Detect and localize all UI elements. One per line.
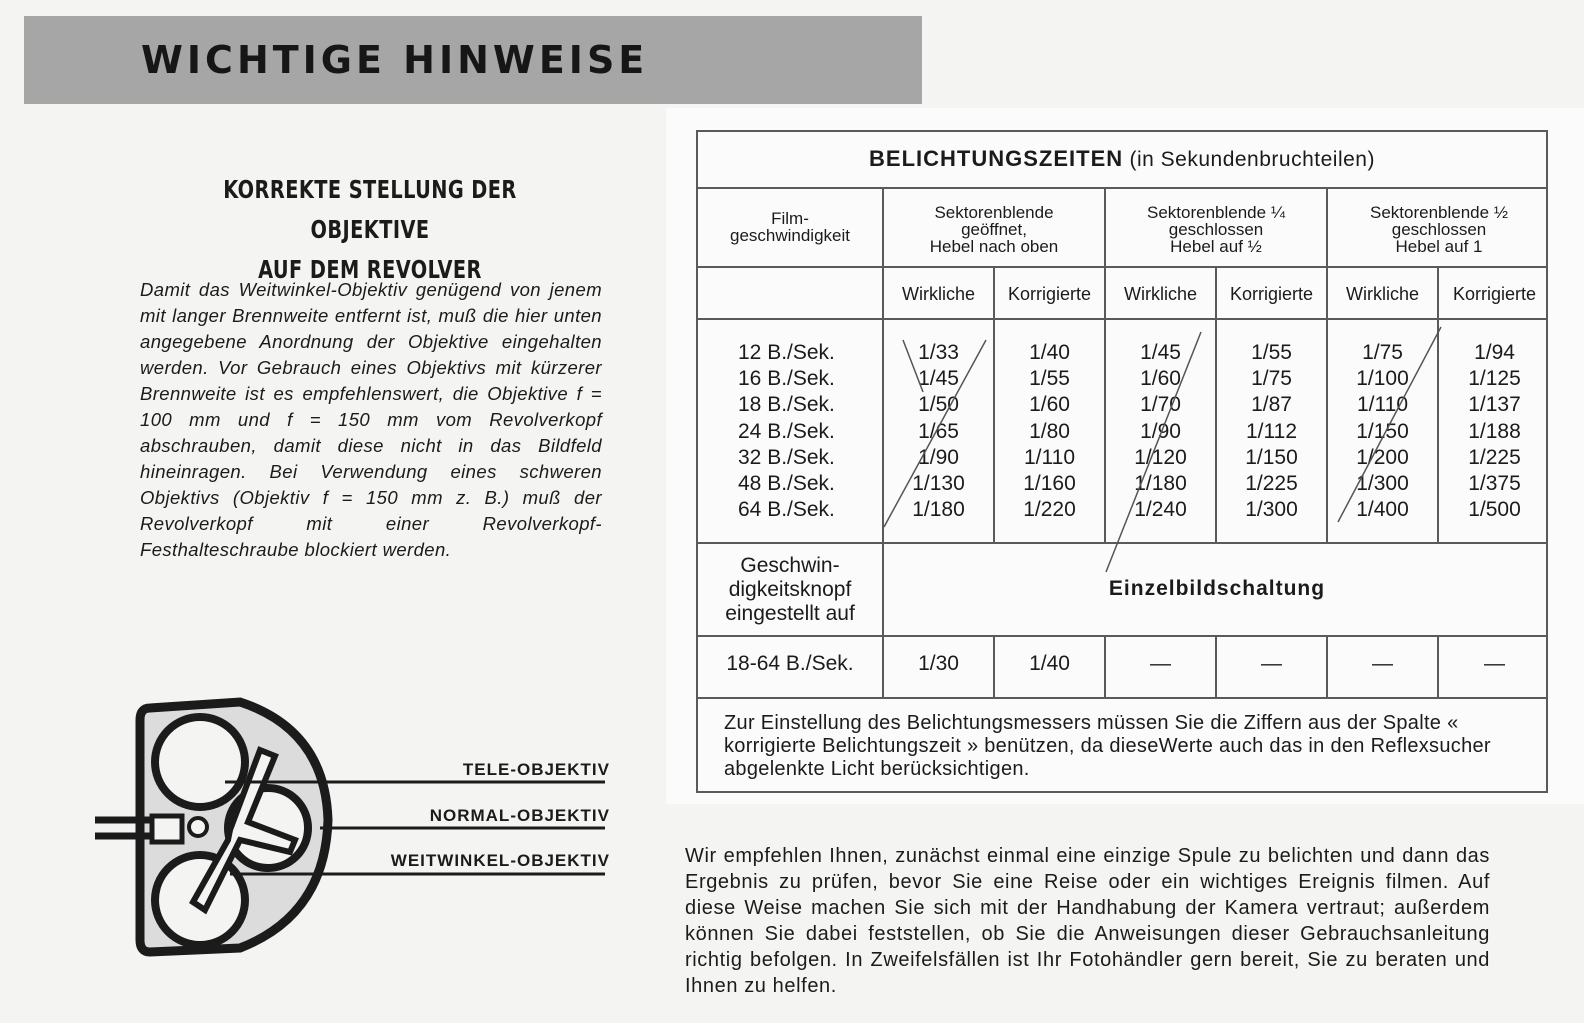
- value-cell: 1/120: [1134, 445, 1187, 469]
- value-cell: 1/180: [912, 498, 965, 522]
- speed-row: 64 B./Sek.: [738, 498, 835, 522]
- value-cell: 1/180: [1134, 472, 1187, 496]
- value-cell: 1/188: [1468, 419, 1521, 443]
- section-title-line2: AUF DEM REVOLVER: [258, 255, 482, 284]
- speed-row: 18 B./Sek.: [738, 393, 835, 417]
- value-cell: 1/200: [1356, 445, 1409, 469]
- last-row-value: —: [1150, 652, 1171, 675]
- film-speed-header-1: Film-: [771, 209, 809, 228]
- value-cell: 1/150: [1356, 419, 1409, 443]
- bottom-paragraph: Wir empfehlen Ihnen, zunächst einmal eine einzige Spule zu belichten und dann das Ergebnis zu prüfen, bevor Sie eine Reise oder ein wichtiges Ereignis filmen. Auf diese Weise machen Sie sich mit der Handhabung der Kamera vertraut; außerdem können Sie dabei feststellen, ob Sie die Anweisungen dieser Gebrauchsanleitung richtig befolgen. In Zweifelsfällen ist Ihr Fotohändler gern bereit, Sie zu beraten und Ihnen zu helfen.: [685, 845, 1490, 997]
- single-frame-label-1: Geschwin-: [740, 554, 840, 577]
- value-cell: 1/160: [1023, 472, 1076, 496]
- value-cell: 1/375: [1468, 472, 1521, 496]
- value-cell: 1/130: [912, 472, 965, 496]
- value-cell: 1/240: [1134, 498, 1187, 522]
- intro-paragraph: Damit das Weitwinkel-Objektiv genügend von jenem mit langer Brennweite entfernt ist, muß die hier unten angegebene Anordnung der Objektive eingehalten werden. Vor Gebrauch eines Objektivs mit kürzerer Brennweite ist es empfehlenswert, die Objektive f = 100 mm und f = 150 mm vom Revolverkopf abschrauben, damit diese nicht in das Bildfeld hineinragen. Bei Verwendung eines schweren Objektivs (Objektiv f = 150 mm z. B.) muß der Revolverkopf mit einer Revolverkopf-Festhalteschraube blockiert werden.: [140, 279, 602, 560]
- value-cell: 1/45: [1140, 341, 1181, 364]
- value-cell: 1/70: [1140, 393, 1181, 417]
- tele-lens-mount: [155, 717, 245, 807]
- subheader-wirkliche-1: Wirkliche: [901, 284, 975, 304]
- turret-pivot: [189, 818, 207, 836]
- value-cell: 1/300: [1356, 472, 1409, 496]
- single-frame-label-2: digkeitsknopf: [728, 578, 852, 601]
- value-cell: 1/90: [918, 445, 959, 469]
- subheader-korrigierte-1: Korrigierte: [1007, 284, 1092, 304]
- value-cell: 1/80: [1029, 419, 1070, 443]
- group-quarter-line1: Sektorenblende ¼: [1147, 203, 1285, 222]
- turret-lock: [152, 816, 182, 842]
- weitwinkel-objektiv-label: WEITWINKEL-OBJEKTIV: [390, 851, 610, 870]
- value-cell: 1/40: [1029, 341, 1070, 364]
- value-cell: 1/150: [1245, 445, 1298, 469]
- value-cell: 1/94: [1474, 341, 1515, 364]
- value-cell: 1/110: [1024, 445, 1075, 469]
- value-cell: 1/33: [918, 341, 959, 364]
- last-row-value: 1/30: [918, 652, 959, 675]
- value-cell: 1/100: [1356, 367, 1409, 391]
- group-open-line1: Sektorenblende: [934, 203, 1054, 222]
- value-cell: 1/225: [1468, 445, 1521, 469]
- subheader-wirkliche-3: Wirkliche: [1345, 284, 1419, 304]
- section-title-line1: KORREKTE STELLUNG DER OBJEKTIVE: [223, 175, 517, 244]
- group-half-line2: geschlossen: [1391, 220, 1487, 239]
- value-cell: 1/220: [1023, 498, 1076, 522]
- last-row-value: —: [1261, 652, 1282, 675]
- value-cell: 1/45: [918, 367, 959, 391]
- lens-turret-illustration: [90, 690, 620, 962]
- single-frame-value: Einzelbildschaltung: [1108, 577, 1326, 600]
- value-cell: 1/300: [1245, 498, 1298, 522]
- speed-row: 12 B./Sek.: [738, 341, 835, 364]
- value-cell: 1/90: [1140, 419, 1181, 443]
- value-cell: 1/110: [1357, 393, 1408, 417]
- value-cell: 1/400: [1356, 498, 1409, 522]
- exposure-table: [696, 130, 1548, 793]
- value-cell: 1/60: [1140, 367, 1181, 391]
- group-half-line1: Sektorenblende ½: [1370, 203, 1508, 222]
- value-cell: 1/125: [1468, 367, 1521, 391]
- group-open-line3: Hebel nach oben: [929, 237, 1059, 256]
- value-cell: 1/500: [1468, 498, 1521, 522]
- table-title-bold: BELICHTUNGSZEITEN: [869, 146, 1124, 171]
- last-row-value: —: [1372, 652, 1393, 675]
- value-cell: 1/225: [1245, 472, 1298, 496]
- subheader-wirkliche-2: Wirkliche: [1123, 284, 1197, 304]
- value-cell: 1/137: [1468, 393, 1521, 417]
- group-quarter-line2: geschlossen: [1168, 220, 1264, 239]
- value-cell: 1/112: [1246, 419, 1297, 443]
- speed-row: 16 B./Sek.: [738, 367, 835, 391]
- value-cell: 1/55: [1029, 367, 1070, 391]
- value-cell: 1/65: [918, 419, 959, 443]
- normal-objektiv-label: NORMAL-OBJEKTIV: [429, 806, 610, 825]
- subheader-korrigierte-2: Korrigierte: [1229, 284, 1314, 304]
- speed-row: 24 B./Sek.: [738, 419, 835, 443]
- value-cell: 1/87: [1251, 393, 1292, 417]
- header-band: [24, 16, 922, 104]
- group-half-line3: Hebel auf 1: [1395, 237, 1483, 256]
- last-row-speed: 18-64 B./Sek.: [726, 652, 854, 675]
- speed-row: 32 B./Sek.: [738, 445, 835, 469]
- last-row-value: —: [1484, 652, 1505, 675]
- value-cell: 1/55: [1251, 341, 1292, 364]
- film-speed-header-2: geschwindigkeit: [729, 226, 850, 245]
- pencil-strikes: [698, 132, 1550, 795]
- value-cell: 1/75: [1251, 367, 1292, 391]
- value-cell: 1/75: [1362, 341, 1403, 364]
- speed-row: 48 B./Sek.: [738, 472, 835, 496]
- single-frame-label: [698, 554, 882, 626]
- group-open-line2: geöffnet,: [961, 220, 1027, 239]
- last-row-value: 1/40: [1029, 652, 1070, 675]
- table-title-rest: (in Sekundenbruchteilen): [1129, 148, 1375, 171]
- section-title: [164, 170, 577, 290]
- value-cell: 1/50: [918, 393, 959, 417]
- group-quarter-line3: Hebel auf ½: [1170, 237, 1262, 256]
- single-frame-label-3: eingestellt auf: [725, 602, 855, 625]
- page-title: WICHTIGE HINWEISE: [141, 38, 649, 82]
- tele-objektiv-label: TELE-OBJEKTIV: [462, 760, 610, 779]
- subheader-korrigierte-3: Korrigierte: [1452, 284, 1537, 304]
- table-note: Zur Einstellung des Belichtungsmessers müssen Sie die Ziffern aus der Spalte « korrigierte Belichtungszeit » benützen, da dieseWerte auch das in den Reflexsucher abgelenkte Licht berücksichtigen.: [724, 712, 1491, 780]
- value-cell: 1/60: [1029, 393, 1070, 417]
